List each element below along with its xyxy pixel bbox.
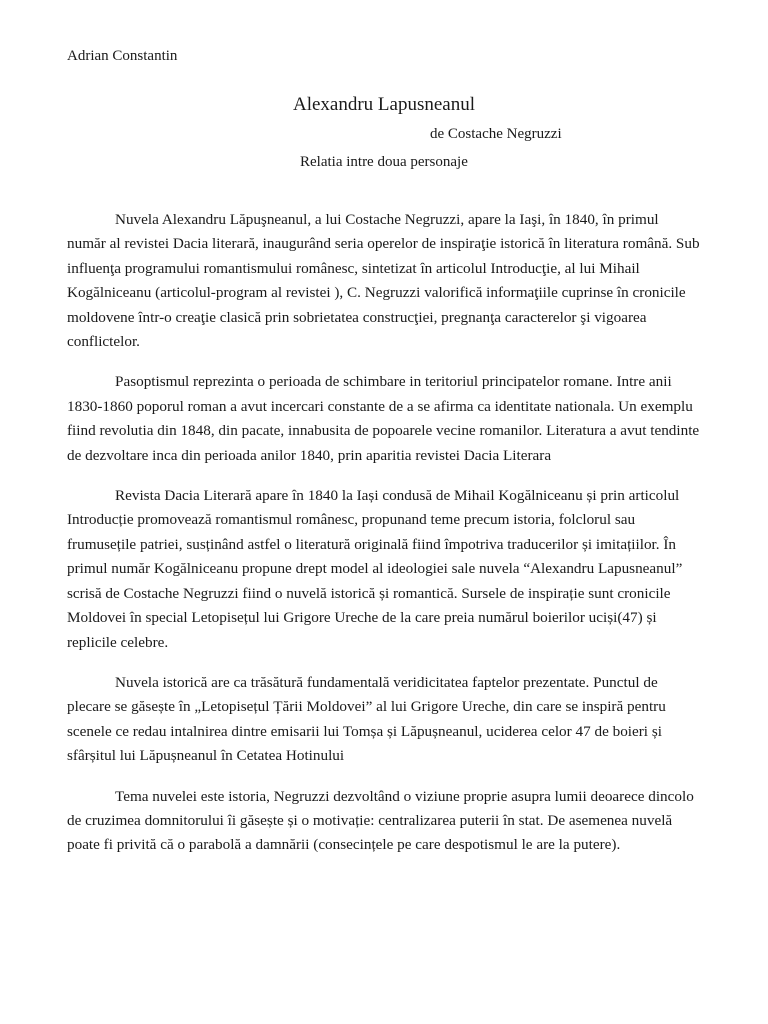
byline: de Costache Negruzzi [430, 126, 562, 142]
document-subtitle: Relatia intre doua personaje [300, 154, 468, 170]
paragraph: Nuvela Alexandru Lăpuşneanul, a lui Costache Negruzzi, apare la Iaşi, în 1840, în primul număr al revistei Dacia literară, inaugurând seria operelor de inspiraţie istorică în literatura română. Sub influenţa programului romantismului românesc, sintetizat în articolul Introducţie, al lui Mihail Kogălniceanu (articolul-program al revistei ), C. Negruzzi valorifică informaţiile cuprinse în cronicile moldovene într-o creaţie clasică prin sobrietatea construcţiei, pregnanţa caracterelor şi vigoarea conflictelor. [67, 211, 700, 351]
paragraph: Nuvela istorică are ca trăsătură fundamentală veridicitatea faptelor prezentate. Punctul de plecare se găsește în „Letopisețul Țării Moldovei” al lui Grigore Ureche, din care se inspiră pentru scenele ce redau intalnirea dintre emisarii lui Tomșa și Lăpușneanul, uciderea celor 47 de boieri și sfârșitul lui Lăpușneanul în Cetatea Hotinului [67, 673, 666, 765]
document-title: Alexandru Lapusneanul [292, 94, 476, 115]
paragraph: Pasoptismul reprezinta o perioada de schimbare in teritoriul principatelor romane. Intre anii 1830-1860 poporul roman a avut incercari constante de a se afirma ca identitate nationala. Un exemplu fiind revolutia din 1848, din pacate, innabusita de popoarele vecine romanilor. Literatura a avut tendinte de dezvoltare inca din perioada anilor 1840, prin aparitia revistei Dacia Literara [67, 373, 700, 464]
paragraph: Revista Dacia Literară apare în 1840 la Iași condusă de Mihail Kogălniceanu și prin articolul Introducție promovează romantismul românesc, propunand teme precum istoria, folclorul sau frumusețile patriei, susținând astfel o literatură originală fiind împotriva traducerilor și imitațiilor. În primul număr Kogălniceanu propune drept model al ideologiei sale nuvela “Alexandru Lapusneanul” scrisă de Costache Negruzzi fiind o nuvelă istorică și romantică. Sursele de inspirație sunt cronicile Moldovei în special Letopisețul lui Grigore Ureche de la care preia numărul boierilor uciși(47) și replicile celebre. [67, 487, 683, 651]
author-name: Adrian Constantin [67, 48, 178, 64]
paragraph: Tema nuvelei este istoria, Negruzzi dezvoltând o viziune proprie asupra lumii deoarece dincolo de cruzimea domnitorului îi găsește și o motivație: centralizarea puterii în stat. De asemenea nuvelă poate fi privită că o parabolă a damnării (consecințele pe care despotismul le are la putere). [67, 787, 694, 854]
document-body [67, 208, 701, 874]
